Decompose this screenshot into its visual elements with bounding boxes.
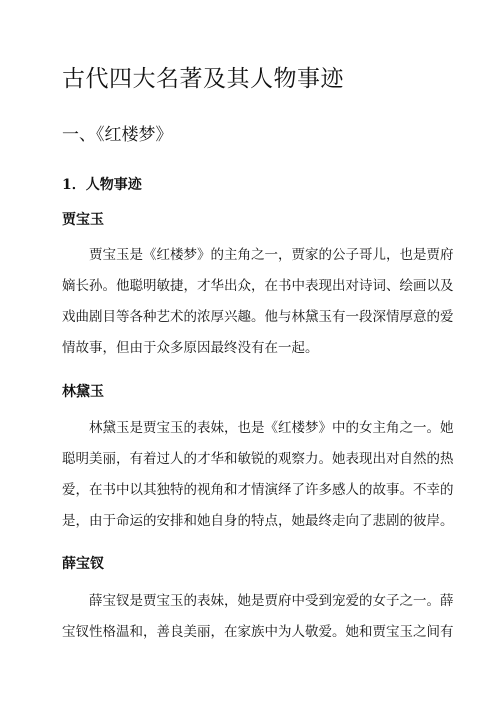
paragraph-line: 林黛玉是贾宝玉的表妹，也是《红楼梦》中的女主角之一。她: [89, 420, 454, 436]
paragraph-line: 贾宝玉是《红楼梦》的主角之一，贾家的公子哥儿，也是贾府: [89, 247, 454, 263]
paragraph-line: 薛宝钗是贾宝玉的表妹，她是贾府中受到宠爱的女子之一。薛: [89, 593, 454, 609]
paragraph-line: 嫡长孙。他聪明敏捷，才华出众，在书中表现出对诗词、绘画以及: [62, 278, 454, 294]
paragraph-line: 情故事，但由于众多原因最终没有在一起。: [62, 340, 319, 356]
character-paragraph-jia-baoyu: [62, 240, 454, 364]
section-heading: 一、《红楼梦》: [62, 125, 173, 145]
paragraph-line: 宝钗性格温和，善良美丽，在家族中为人敬爱。她和贾宝玉之间有: [62, 624, 454, 640]
document-title: 古代四大名著及其人物事迹: [62, 66, 344, 92]
paragraph-line: 是，由于命运的安排和她自身的特点，她最终走向了悲剧的彼岸。: [62, 513, 454, 529]
character-paragraph-xue-baochai: [62, 586, 454, 648]
subsection-heading: 1．人物事迹: [62, 177, 142, 193]
paragraph-line: 戏曲剧目等各种艺术的浓厚兴趣。他与林黛玉有一段深情厚意的爱: [62, 309, 454, 325]
paragraph-line: 聪明美丽，有着过人的才华和敏锐的观察力。她表现出对自然的热: [62, 451, 454, 467]
character-paragraph-lin-daiyu: [62, 413, 454, 537]
character-name-lin-daiyu: 林黛玉: [62, 384, 104, 400]
character-name-xue-baochai: 薛宝钗: [62, 556, 104, 572]
character-name-jia-baoyu: 贾宝玉: [62, 212, 104, 228]
paragraph-line: 爱，在书中以其独特的视角和才情演绎了许多感人的故事。不幸的: [62, 482, 454, 498]
